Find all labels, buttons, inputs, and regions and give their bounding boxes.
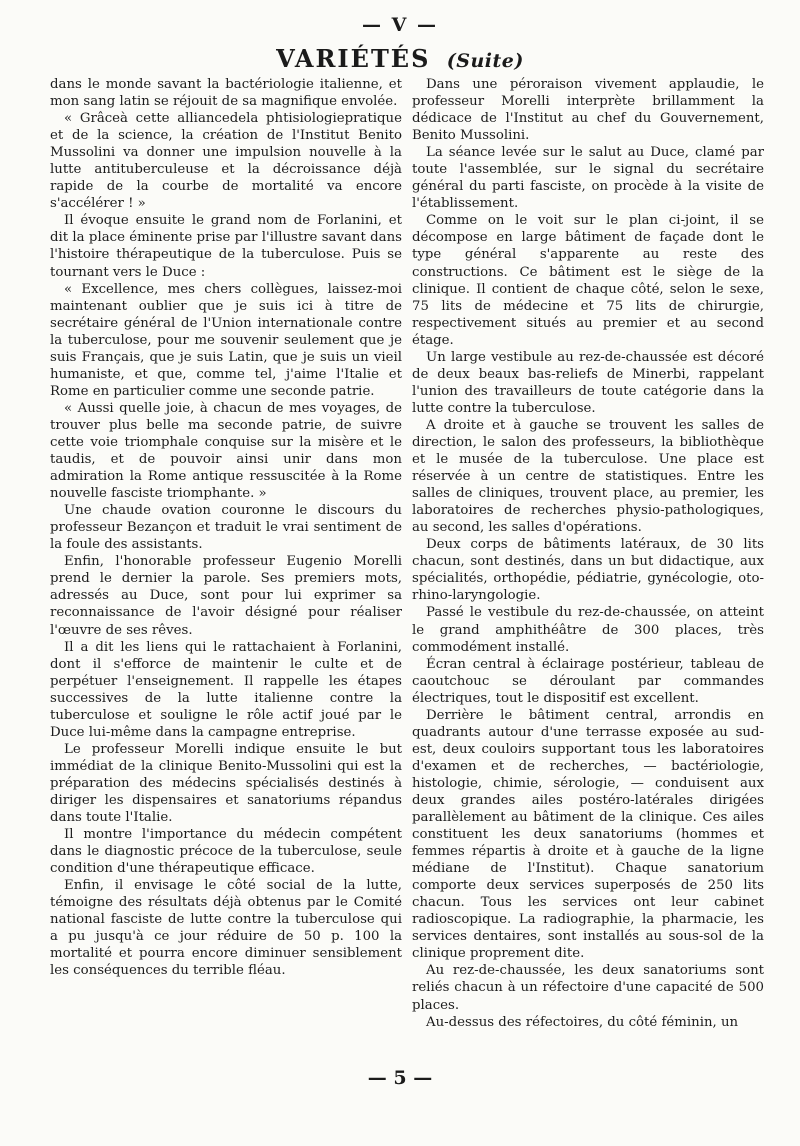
left-column bbox=[50, 76, 402, 979]
paragraph: « Excellence, mes chers collègues, laissez-moi maintenant oublier que je suis ici à titre de secrétaire général de l'Union internationale contre la tuberculose, pour me souvenir seulement que je suis Français, que je suis Latin, que je suis un vieil humaniste, et que, comme tel, j'aime l'Italie et Rome en particulier comme une seconde patrie. bbox=[50, 281, 402, 399]
paragraph: A droite et à gauche se trouvent les salles de direction, le salon des professeurs, la bibliothèque et le musée de la tuberculose. Une place est réservée à un centre de statistiques. Entre les salles de cliniques, trouvent place, au premier, les laboratoires de recherches physio-pathologiques, au second, les salles d'opérations. bbox=[412, 417, 764, 536]
paragraph: Il a dit les liens qui le rattachaient à Forlanini, dont il s'efforce de maintenir le culte et de perpétuer l'enseignement. Il rappelle les étapes successives de la lutte italienne contre la tuberculose et souligne le rôle actif joué par le Duce lui-même dans la campagne entreprise. bbox=[50, 639, 402, 740]
paragraph: dans le monde savant la bactériologie italienne, et mon sang latin se réjouit de sa magnifique envolée. bbox=[50, 77, 402, 110]
right-column bbox=[412, 76, 764, 1031]
paragraph: Une chaude ovation couronne le discours du professeur Bezançon et traduit le vrai sentiment de la foule des assistants. bbox=[50, 503, 402, 553]
paragraph: La séance levée sur le salut au Duce, clamé par toute l'assemblée, sur le signal du secrétaire général du parti fasciste, on procède à la visite de l'établissement. bbox=[412, 145, 764, 212]
paragraph: Passé le vestibule du rez-de-chaussée, on atteint le grand amphithéâtre de 300 places, très commodément installé. bbox=[412, 605, 764, 655]
paragraph: Enfin, il envisage le côté social de la lutte, témoigne des résultats déjà obtenus par le Comité national fasciste de lutte contre la tuberculose qui a pu jusqu'à ce jour réduire de 50 p. 100 la mortalité et pourra encore diminuer sensiblement les conséquences du terrible fléau. bbox=[50, 878, 402, 979]
section-title: VARIÉTÉS bbox=[276, 44, 431, 73]
section-heading bbox=[0, 44, 800, 73]
page-number: — 5 — bbox=[367, 1067, 433, 1089]
paragraph: Le professeur Morelli indique ensuite le but immédiat de la clinique Benito-Mussolini qui est la préparation des médecins spécialisés destinés à diriger les dispensaires et sanatoriums répandus dans toute l'Italie. bbox=[50, 741, 402, 826]
paragraph: Derrière le bâtiment central, arrondis en quadrants autour d'une terrasse exposée au sud-est, deux couloirs supportant tous les laboratoires d'examen et de recherches, — bactériologie, histologie, chimie, sérologie, — conduisent aux deux grandes ailes postéro-latérales dirigées parallèlement au bâtiment de la clinique. Ces ailes constituent les deux sanatoriums (hommes et femmes répartis à droite et à gauche de la ligne médiane de l'Institut). Chaque sanatorium comporte deux services superposés de 250 lits chacun. Tous les services ont leur cabinet radioscopique. La radiographie, la pharmacie, les services dentaires, sont installés au sous-sol de la clinique proprement dite. bbox=[412, 707, 764, 962]
paragraph: Dans une péroraison vivement applaudie, le professeur Morelli interprète brillamment la dédicace de l'Institut au chef du Gouvernement, Benito Mussolini. bbox=[412, 77, 764, 144]
paragraph: Écran central à éclairage postérieur, tableau de caoutchouc se déroulant par commandes électriques, tout le dispositif est excellent. bbox=[412, 656, 764, 706]
paragraph: Au rez-de-chaussée, les deux sanatoriums sont reliés chacun à un réfectoire d'une capacité de 500 places. bbox=[412, 963, 764, 1013]
paragraph: Il montre l'importance du médecin compétent dans le diagnostic précoce de la tuberculose, seule condition d'une thérapeutique efficace. bbox=[50, 827, 402, 877]
paragraph: « Grâceà cette alliancedela phtisiologiepratique et de la science, la création de l'Institut Benito Mussolini va donner une impulsion nouvelle à la lutte antituberculeuse et la décroissance déjà rapide de la courbe de mortalité va encore s'accélérer ! » bbox=[50, 111, 402, 212]
paragraph: Deux corps de bâtiments latéraux, de 30 lits chacun, sont destinés, dans un but didactique, aux spécialités, orthopédie, pédiatrie, gynécologie, oto-rhino-laryngologie. bbox=[412, 537, 764, 604]
paragraph: Un large vestibule au rez-de-chaussée est décoré de deux beaux bas-reliefs de Minerbi, rappelant l'union des travailleurs de toute catégorie dans la lutte contre la tuberculose. bbox=[412, 349, 764, 416]
paragraph: Au-dessus des réfectoires, du côté féminin, un bbox=[426, 1014, 739, 1030]
paragraph: « Aussi quelle joie, à chacun de mes voyages, de trouver plus belle ma seconde patrie, de suivre cette voie triomphale conquise sur la misère et le taudis, et de pouvoir ainsi unir dans mon admiration la Rome antique ressuscitée à la Rome nouvelle fasciste triomphante. » bbox=[50, 400, 402, 502]
paragraph: Enfin, l'honorable professeur Eugenio Morelli prend le dernier la parole. Ses premiers mots, adressés au Duce, sont pour lui exprimer sa reconnaissance de l'avoir désigné pour réaliser l'œuvre de ses rêves. bbox=[50, 554, 402, 638]
paragraph: Il évoque ensuite le grand nom de Forlanini, et dit la place éminente prise par l'illustre savant dans l'histoire thérapeutique de la tuberculose. Puis se tournant vers le Duce : bbox=[50, 213, 402, 280]
paragraph: Comme on le voit sur le plan ci-joint, il se décompose en large bâtiment de façade dont le type général s'apparente au reste des constructions. Ce bâtiment est le siège de la clinique. Il contient de chaque côté, selon le sexe, 75 lits de médecine et 75 lits de chirurgie, respectivement situés au premier et au second étage. bbox=[412, 213, 764, 348]
roman-page-marker: — V — bbox=[362, 14, 438, 36]
section-suite: (Suite) bbox=[446, 50, 524, 72]
